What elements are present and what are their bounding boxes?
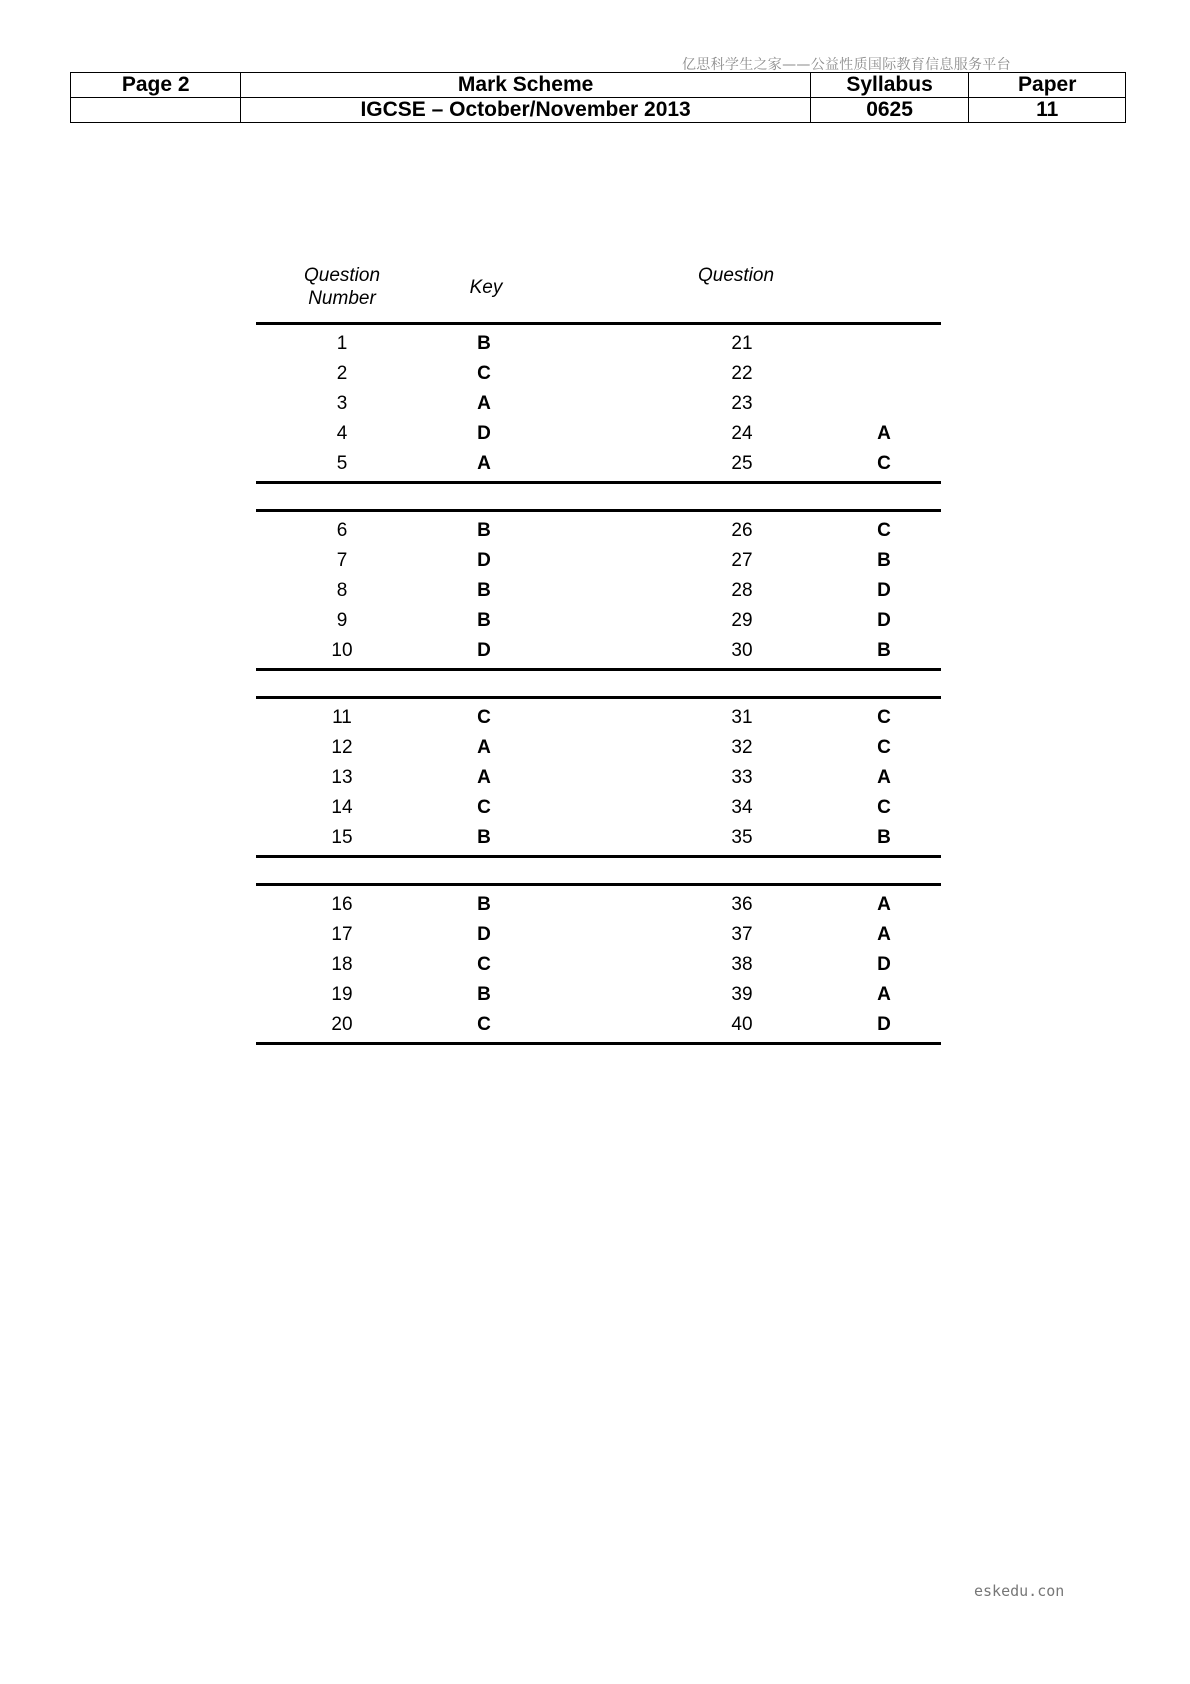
header-question-number-line2: Number	[308, 288, 376, 309]
question-number: 17	[331, 924, 353, 945]
question-number-2: 25	[731, 453, 753, 474]
header-syllabus-code: 0625	[810, 98, 969, 123]
answer-key: A	[477, 453, 491, 474]
table-row	[256, 449, 941, 479]
answer-key: B	[477, 894, 491, 915]
question-number-2: 33	[731, 767, 753, 788]
answer-block	[256, 322, 941, 484]
question-number-2: 40	[731, 1014, 753, 1035]
answer-key: A	[477, 767, 491, 788]
answer-key: B	[477, 984, 491, 1005]
question-number-2: 30	[731, 640, 753, 661]
answer-key-2: C	[877, 453, 891, 474]
question-number: 12	[331, 737, 353, 758]
question-number: 5	[336, 453, 348, 474]
block-spacer	[256, 484, 941, 509]
header-empty-cell	[71, 98, 241, 123]
question-number: 6	[336, 520, 348, 541]
table-row	[256, 546, 941, 576]
answer-key: C	[477, 954, 491, 975]
question-number-2: 23	[731, 393, 753, 414]
header-page: Page 2	[71, 73, 241, 98]
answer-key: B	[477, 520, 491, 541]
answer-key-2: B	[877, 827, 891, 848]
answer-key: D	[477, 423, 491, 444]
question-number-2: 38	[731, 954, 753, 975]
table-row	[256, 389, 941, 419]
question-number: 19	[331, 984, 353, 1005]
question-number: 13	[331, 767, 353, 788]
question-number-2: 36	[731, 894, 753, 915]
question-number: 8	[336, 580, 348, 601]
question-number: 15	[331, 827, 353, 848]
answer-key: A	[477, 393, 491, 414]
question-number: 7	[336, 550, 348, 571]
header-table	[70, 72, 1126, 123]
question-number-2: 24	[731, 423, 753, 444]
table-row	[256, 793, 941, 823]
table-row	[256, 516, 941, 546]
question-number-2: 21	[731, 333, 753, 354]
answer-key: C	[477, 797, 491, 818]
answer-key: B	[477, 827, 491, 848]
question-number-2: 28	[731, 580, 753, 601]
footer-watermark: eskedu.con	[974, 1582, 1065, 1600]
table-row	[256, 359, 941, 389]
answer-key: B	[477, 333, 491, 354]
table-row	[256, 329, 941, 359]
answer-key: D	[477, 640, 491, 661]
question-number-2: 22	[731, 363, 753, 384]
question-number: 14	[331, 797, 353, 818]
header-paper-label: Paper	[969, 73, 1126, 98]
question-number: 10	[331, 640, 353, 661]
question-number-2: 26	[731, 520, 753, 541]
answer-key-2: C	[877, 797, 891, 818]
table-row	[256, 1010, 941, 1040]
table-row	[256, 980, 941, 1010]
question-number: 9	[336, 610, 348, 631]
question-number: 18	[331, 954, 353, 975]
answer-key-2: A	[877, 423, 891, 444]
answer-key: C	[477, 1014, 491, 1035]
answer-key: C	[477, 363, 491, 384]
table-row	[256, 823, 941, 853]
block-spacer	[256, 858, 941, 883]
answer-key-2: D	[877, 610, 891, 631]
answer-key: C	[477, 707, 491, 728]
table-row	[256, 636, 941, 666]
answer-key-2: C	[877, 737, 891, 758]
question-number: 3	[336, 393, 348, 414]
answer-block	[256, 509, 941, 671]
table-row	[256, 763, 941, 793]
header-paper-number: 11	[969, 98, 1126, 123]
answer-blocks	[256, 322, 941, 1045]
table-row	[256, 920, 941, 950]
answer-key-2: D	[877, 954, 891, 975]
header-question-number	[282, 264, 402, 310]
question-number: 2	[336, 363, 348, 384]
answer-key: B	[477, 610, 491, 631]
question-number-2: 32	[731, 737, 753, 758]
answer-key-2: C	[877, 520, 891, 541]
answer-key-2: B	[877, 550, 891, 571]
question-number-2: 31	[731, 707, 753, 728]
answer-key-2: D	[877, 1014, 891, 1035]
table-row	[256, 576, 941, 606]
answer-key: D	[477, 550, 491, 571]
header-title: Mark Scheme	[241, 73, 810, 98]
header-question: Question	[697, 265, 775, 286]
header-key: Key	[469, 277, 503, 298]
answer-key-2: A	[877, 894, 891, 915]
header-syllabus-label: Syllabus	[810, 73, 969, 98]
table-row	[256, 890, 941, 920]
question-number-2: 34	[731, 797, 753, 818]
answer-key-2: A	[877, 924, 891, 945]
answer-block	[256, 696, 941, 858]
table-row	[256, 703, 941, 733]
table-row	[256, 733, 941, 763]
question-number: 1	[336, 333, 348, 354]
question-number-2: 35	[731, 827, 753, 848]
header-question-number-line1: Question	[303, 265, 381, 286]
answer-key-table	[256, 262, 941, 1045]
watermark-text: 亿思科学生之家——公益性质国际教育信息服务平台	[682, 57, 1011, 73]
answer-key-2: C	[877, 707, 891, 728]
answer-key-header	[256, 262, 941, 322]
question-number: 16	[331, 894, 353, 915]
header-exam: IGCSE – October/November 2013	[241, 98, 810, 123]
answer-key: A	[477, 737, 491, 758]
question-number: 20	[331, 1014, 353, 1035]
answer-key-2: D	[877, 580, 891, 601]
answer-key-2: B	[877, 640, 891, 661]
answer-key: D	[477, 924, 491, 945]
question-number: 11	[332, 707, 352, 728]
answer-key-2: A	[877, 984, 891, 1005]
answer-block	[256, 883, 941, 1045]
table-row	[256, 606, 941, 636]
question-number-2: 27	[731, 550, 753, 571]
table-row	[256, 419, 941, 449]
block-spacer	[256, 671, 941, 696]
question-number-2: 29	[731, 610, 753, 631]
question-number-2: 37	[731, 924, 753, 945]
question-number: 4	[336, 423, 348, 444]
answer-key-2: A	[877, 767, 891, 788]
question-number-2: 39	[731, 984, 753, 1005]
answer-key: B	[477, 580, 491, 601]
table-row	[256, 950, 941, 980]
